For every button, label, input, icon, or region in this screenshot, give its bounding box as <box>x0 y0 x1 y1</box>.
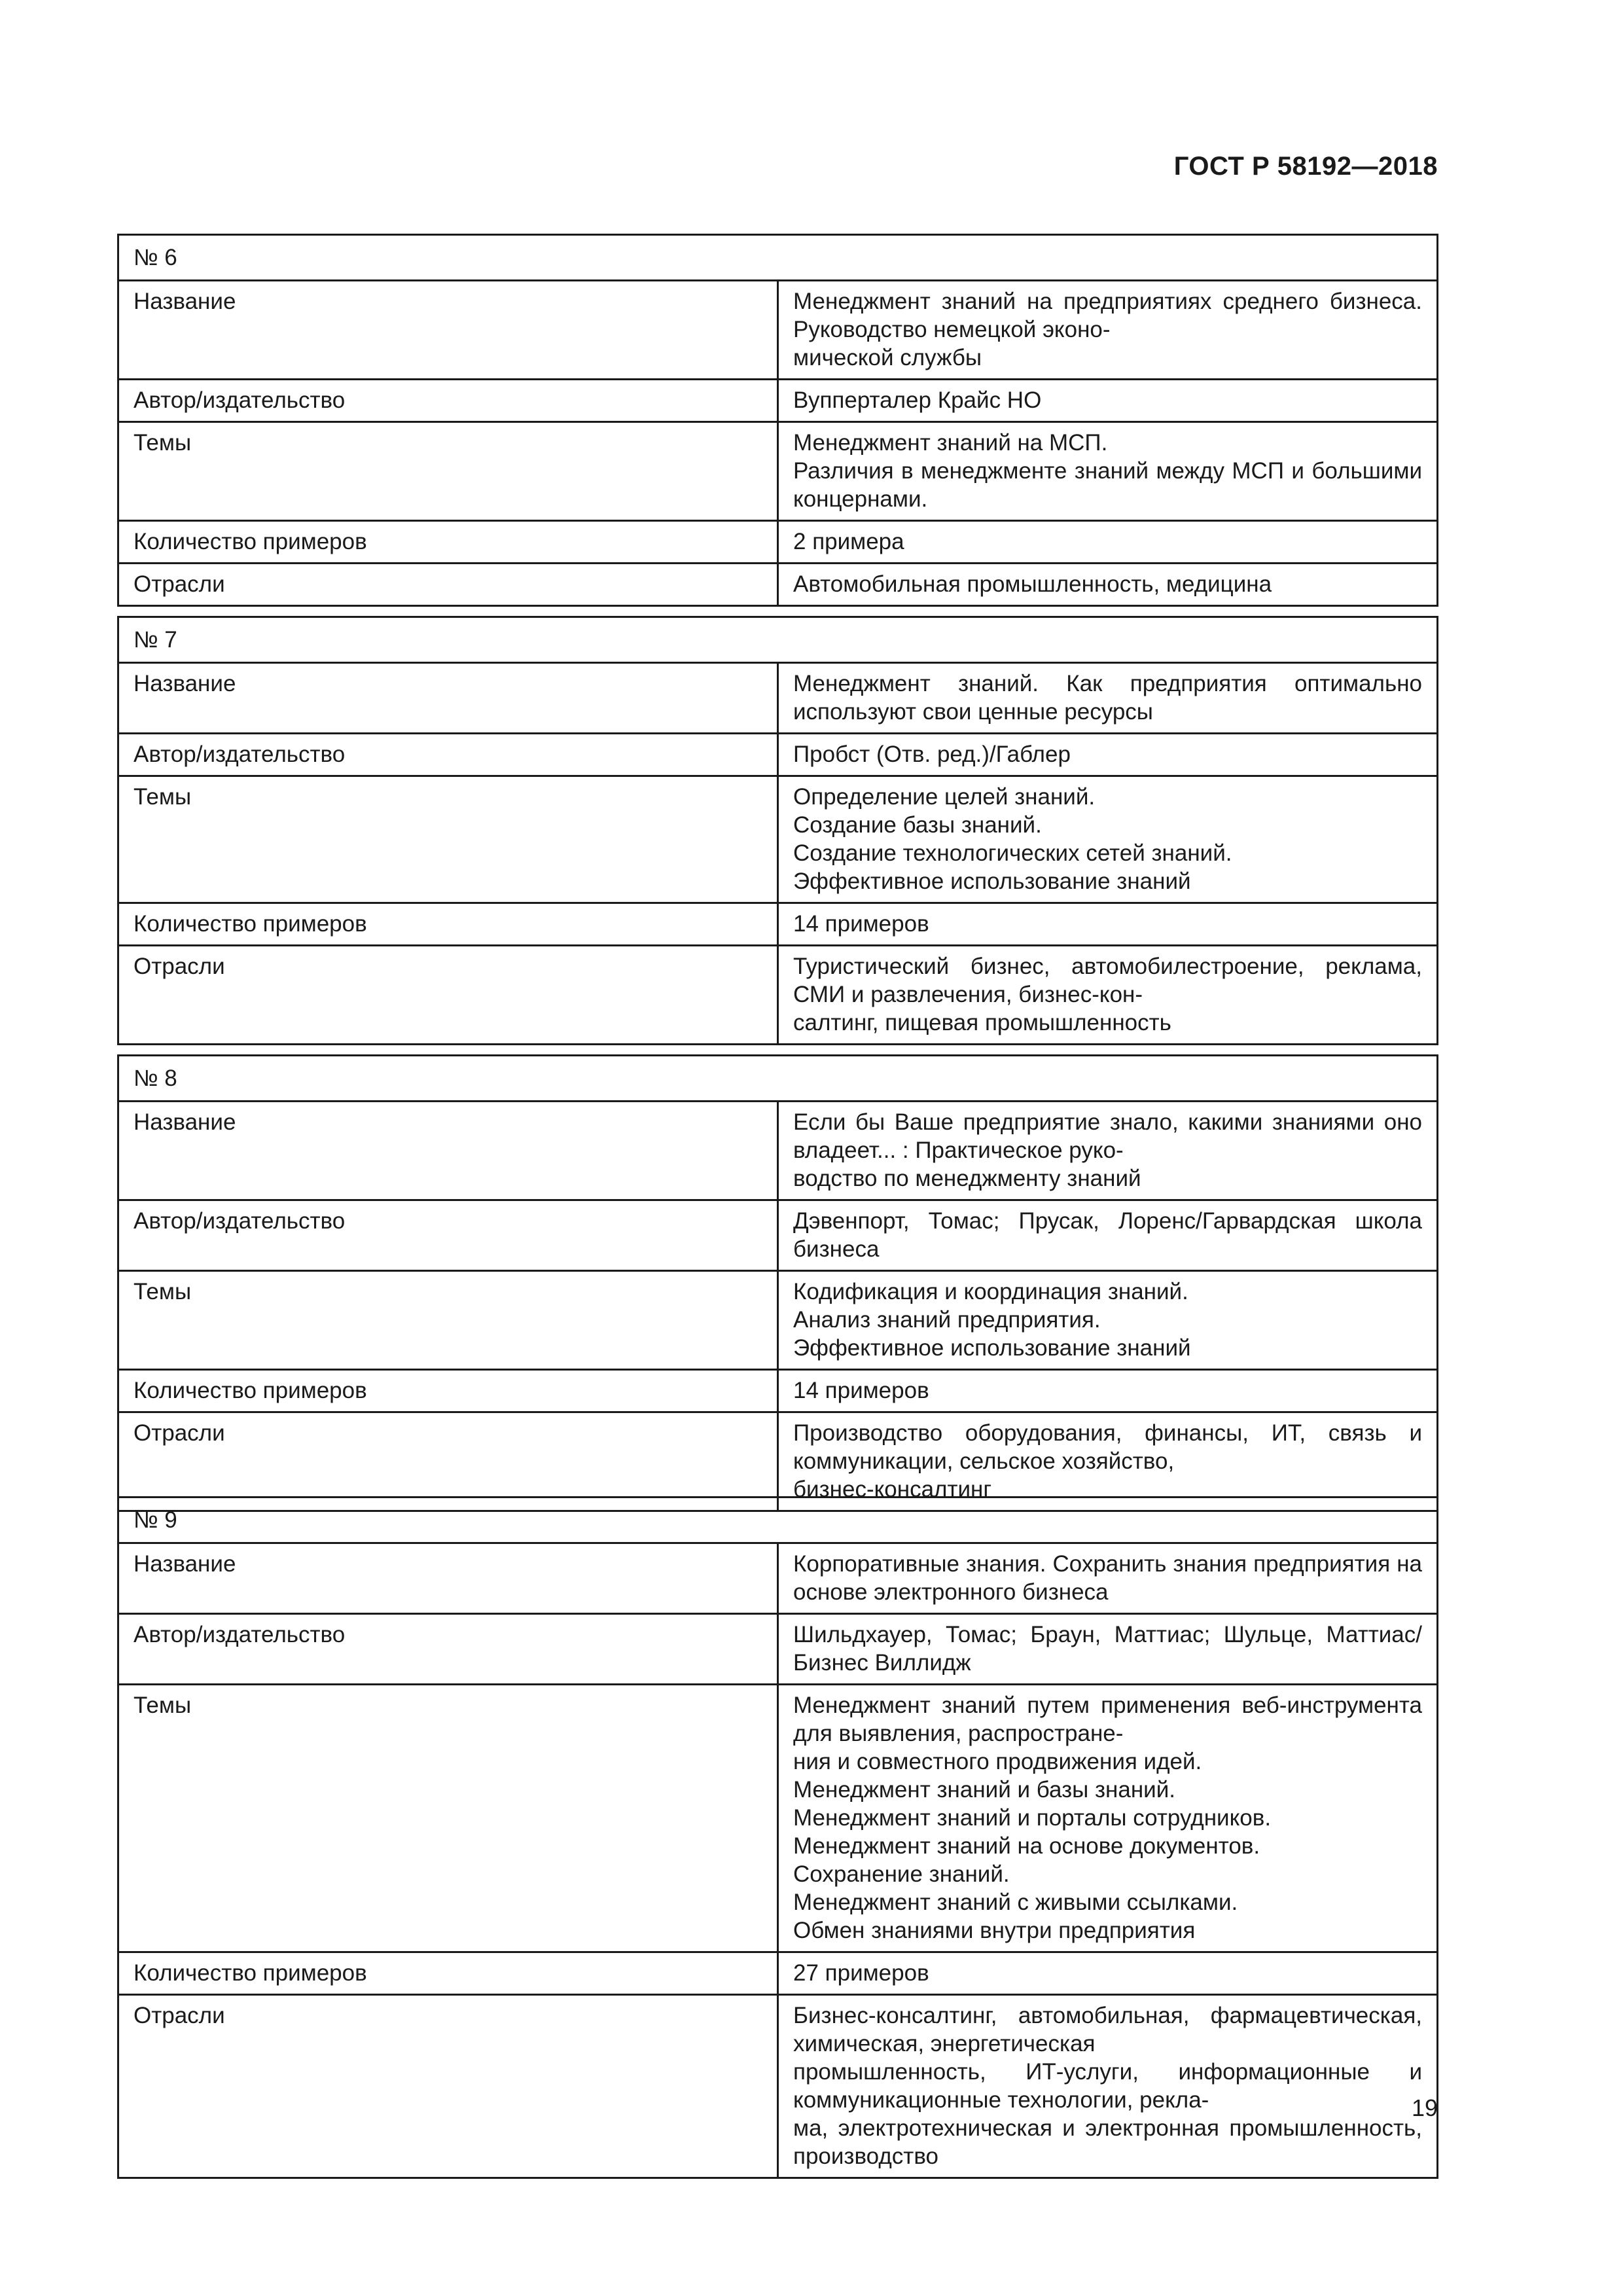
topic-line: Эффективное использование знаний <box>793 1335 1191 1361</box>
examples-label: Количество примеров <box>118 903 778 946</box>
topics-value <box>778 422 1438 521</box>
table-number-row <box>118 235 1438 281</box>
author-label: Автор/издательство <box>118 1200 778 1271</box>
title-row <box>118 1102 1438 1200</box>
topic-line: Обмен знаниями внутри предприятия <box>793 1918 1196 1943</box>
author-value: Дэвенпорт, Томас; Прусак, Лоренс/Гарвардская школа бизнеса <box>778 1200 1438 1271</box>
topics-label: Темы <box>118 776 778 903</box>
topics-label: Темы <box>118 422 778 521</box>
industries-label: Отрасли <box>118 1995 778 2178</box>
table-number-row <box>118 1056 1438 1102</box>
industries-label: Отрасли <box>118 1412 778 1511</box>
book-table-7 <box>117 616 1438 1045</box>
topics-value <box>778 1271 1438 1370</box>
topic-line: Менеджмент знаний на МСП. <box>793 430 1108 456</box>
industries-row <box>118 946 1438 1045</box>
topic-line: Сохранение знаний. <box>793 1861 1010 1887</box>
title-value <box>778 663 1438 734</box>
topic-line: Менеджмент знаний и порталы сотрудников. <box>793 1805 1272 1831</box>
table-number: № 8 <box>118 1056 1438 1102</box>
title-value <box>778 281 1438 380</box>
title-line: Корпоративные знания. Сохранить знания предприятия на основе электронного бизнеса <box>793 1551 1422 1605</box>
industries-value <box>778 946 1438 1045</box>
topics-label: Темы <box>118 1685 778 1952</box>
title-row <box>118 1543 1438 1614</box>
topic-line: Кодификация и координация знаний. <box>793 1279 1188 1304</box>
table-number: № 9 <box>118 1498 1438 1543</box>
topic-line: Создание технологических сетей знаний. <box>793 840 1232 866</box>
page-number: 19 <box>1411 2094 1438 2121</box>
topic-line: Менеджмент знаний на основе документов. <box>793 1833 1260 1859</box>
table-number: № 6 <box>118 235 1438 281</box>
examples-label: Количество примеров <box>118 1952 778 1995</box>
topic-line: Менеджмент знаний и базы знаний. <box>793 1777 1175 1803</box>
author-value: Вупперталер Крайс НО <box>778 380 1438 422</box>
title-line: водство по менеджменту знаний <box>793 1166 1141 1191</box>
book-table-8 <box>117 1054 1438 1512</box>
topic-line: ния и совместного продвижения идей. <box>793 1749 1202 1774</box>
author-row <box>118 1614 1438 1685</box>
document-header: ГОСТ Р 58192—2018 <box>1173 152 1438 181</box>
table-number-row <box>118 617 1438 663</box>
title-label: Название <box>118 663 778 734</box>
author-label: Автор/издательство <box>118 380 778 422</box>
industries-row <box>118 564 1438 606</box>
title-line: мической службы <box>793 345 982 370</box>
examples-label: Количество примеров <box>118 1370 778 1412</box>
author-row <box>118 1200 1438 1271</box>
examples-row <box>118 903 1438 946</box>
title-label: Название <box>118 1543 778 1614</box>
industries-line: Туристический бизнес, автомобилестроение, реклама, СМИ и развлечения, бизнес-кон- <box>793 954 1422 1007</box>
industries-row <box>118 1995 1438 2178</box>
title-row <box>118 281 1438 380</box>
title-value <box>778 1102 1438 1200</box>
book-table-9 <box>117 1496 1438 2179</box>
topic-line: Эффективное использование знаний <box>793 869 1191 894</box>
industries-label: Отрасли <box>118 946 778 1045</box>
industries-value <box>778 564 1438 606</box>
title-label: Название <box>118 281 778 380</box>
author-value: Шильдхауер, Томас; Браун, Маттиас; Шульце, Маттиас/Бизнес Виллидж <box>778 1614 1438 1685</box>
examples-value: 14 примеров <box>778 1370 1438 1412</box>
topic-line: Менеджмент знаний путем применения веб-инструмента для выявления, распростране- <box>793 1693 1422 1746</box>
examples-label: Количество примеров <box>118 521 778 564</box>
topics-row <box>118 776 1438 903</box>
examples-value: 2 примера <box>778 521 1438 564</box>
topic-line: Анализ знаний предприятия. <box>793 1307 1101 1333</box>
title-line: Менеджмент знаний. Как предприятия оптимально используют свои ценные ресурсы <box>793 671 1422 725</box>
book-table-6 <box>117 234 1438 607</box>
topics-row <box>118 1685 1438 1952</box>
topic-line: Различия в менеджменте знаний между МСП и большими концернами. <box>793 458 1422 512</box>
author-row <box>118 734 1438 776</box>
title-line: Менеджмент знаний на предприятиях среднего бизнеса. Руководство немецкой эконо- <box>793 289 1422 342</box>
industries-line: бизнес-консалтинг <box>793 1477 992 1502</box>
topics-row <box>118 422 1438 521</box>
industries-line: салтинг, пищевая промышленность <box>793 1010 1171 1035</box>
author-label: Автор/издательство <box>118 1614 778 1685</box>
table-number-row <box>118 1498 1438 1543</box>
examples-row <box>118 1952 1438 1995</box>
topics-label: Темы <box>118 1271 778 1370</box>
examples-row <box>118 521 1438 564</box>
examples-row <box>118 1370 1438 1412</box>
industries-line: ма, электротехническая и электронная промышленность, производство <box>793 2115 1422 2169</box>
topics-value <box>778 1685 1438 1952</box>
industries-value <box>778 1995 1438 2178</box>
examples-value: 27 примеров <box>778 1952 1438 1995</box>
title-row <box>118 663 1438 734</box>
topic-line: Определение целей знаний. <box>793 784 1096 810</box>
topics-value <box>778 776 1438 903</box>
industries-line: Производство оборудования, финансы, ИТ, связь и коммуникации, сельское хозяйство, <box>793 1420 1422 1474</box>
industries-line: Бизнес-консалтинг, автомобильная, фармацевтическая, химическая, энергетическая <box>793 2003 1422 2056</box>
title-label: Название <box>118 1102 778 1200</box>
topic-line: Создание базы знаний. <box>793 812 1042 838</box>
table-number: № 7 <box>118 617 1438 663</box>
topics-row <box>118 1271 1438 1370</box>
industries-line: промышленность, ИТ-услуги, информационные и коммуникационные технологии, рекла- <box>793 2059 1422 2113</box>
title-line: Если бы Ваше предприятие знало, какими знаниями оно владеет... : Практическое руко- <box>793 1109 1422 1163</box>
author-label: Автор/издательство <box>118 734 778 776</box>
title-value <box>778 1543 1438 1614</box>
examples-value: 14 примеров <box>778 903 1438 946</box>
industries-label: Отрасли <box>118 564 778 606</box>
author-row <box>118 380 1438 422</box>
industries-line: Автомобильная промышленность, медицина <box>793 571 1272 597</box>
author-value: Пробст (Отв. ред.)/Габлер <box>778 734 1438 776</box>
topic-line: Менеджмент знаний с живыми ссылками. <box>793 1890 1238 1915</box>
